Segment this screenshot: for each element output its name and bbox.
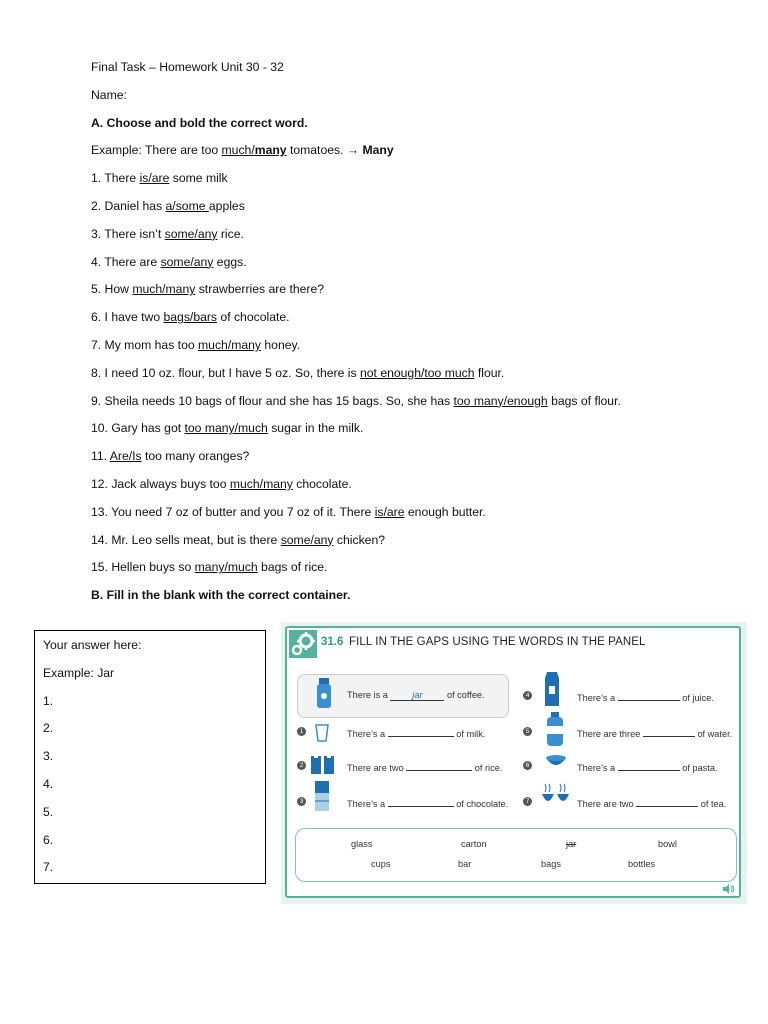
exercise-item: There’s a of juice. <box>577 690 714 703</box>
answer-choice[interactable]: much/many <box>198 337 262 352</box>
question-item: 7. My mom has too much/many honey. <box>91 337 301 352</box>
coffee-jar-icon <box>317 678 331 708</box>
item-number: 3 <box>297 797 306 806</box>
answer-line[interactable]: 4. <box>43 776 54 791</box>
chocolate-bar-icon <box>315 781 329 811</box>
question-item: 8. I need 10 oz. flour, but I have 5 oz. So, there is not enough/too much flour. <box>91 365 505 380</box>
answer-line[interactable]: 5. <box>43 804 54 819</box>
exercise-item: There are two of rice. <box>347 760 502 773</box>
question-item: 11. Are/Is too many oranges? <box>91 449 250 464</box>
question-item: 1. There is/are some milk <box>91 171 228 186</box>
panel-word: bags <box>541 859 561 869</box>
answer-choice[interactable]: much/many <box>132 282 196 297</box>
exercise-item: There are two of tea. <box>577 796 726 809</box>
name-label: Name: <box>91 87 127 102</box>
gap-blank[interactable] <box>643 726 695 737</box>
juice-carton-icon <box>545 672 559 706</box>
document-title: Final Task – Homework Unit 30 - 32 <box>91 60 284 74</box>
item-number: 4 <box>523 691 532 700</box>
arrow-icon: → <box>346 143 360 158</box>
answer-choice[interactable]: much/many <box>229 476 293 491</box>
gap-blank[interactable] <box>388 796 454 807</box>
speaker-icon <box>723 884 735 894</box>
exercise-item: There’s a of milk. <box>347 726 485 739</box>
gear-icon <box>289 630 317 658</box>
answer-choice[interactable]: too many/much <box>184 421 268 436</box>
answer-choice[interactable]: some/any <box>160 254 214 269</box>
question-item: 12. Jack always buys too much/many chocolate. <box>91 476 352 491</box>
section-a-heading: A. Choose and bold the correct word. <box>91 115 308 130</box>
answer-choice[interactable]: is/are <box>139 171 170 186</box>
answer-choice[interactable]: bags/bars <box>163 310 218 325</box>
answer-box-title: Your answer here: <box>43 638 142 652</box>
answer-choice[interactable]: too many/enough <box>453 393 548 408</box>
question-item: 5. How much/many strawberries are there? <box>91 282 325 297</box>
pasta-bowl-icon <box>545 754 567 770</box>
question-item: 2. Daniel has a/some apples <box>91 198 245 213</box>
exercise-item: There’s a of pasta. <box>577 760 717 773</box>
answer-choice[interactable]: not enough/too much <box>359 365 475 380</box>
answer-line[interactable]: 6. <box>43 832 54 847</box>
exercise-header <box>287 628 739 658</box>
question-item: 3. There isn’t some/any rice. <box>91 226 244 241</box>
panel-word: jar <box>566 839 577 849</box>
milk-glass-icon <box>315 724 329 742</box>
exercise-item: There is a jar of coffee. <box>347 690 485 700</box>
panel-word: bar <box>458 859 472 869</box>
exercise-image <box>281 622 747 904</box>
question-item: 4. There are some/any eggs. <box>91 254 247 269</box>
panel-word: carton <box>461 839 487 849</box>
answer-line[interactable]: 7. <box>43 860 54 875</box>
gap-blank[interactable] <box>618 760 680 771</box>
item-number: 7 <box>523 797 532 806</box>
question-item: 13. You need 7 oz of butter and you 7 oz of it. There is/are enough butter. <box>91 504 486 519</box>
exercise-title: FILL IN THE GAPS USING THE WORDS IN THE PANEL <box>349 636 646 648</box>
question-item: 6. I have two bags/bars of chocolate. <box>91 310 290 325</box>
panel-word: glass <box>351 839 373 849</box>
word-panel <box>295 828 737 882</box>
exercise-number: 31.6 <box>321 636 344 648</box>
answer-line[interactable]: 2. <box>43 721 54 736</box>
gap-blank[interactable] <box>406 760 472 771</box>
item-number: 2 <box>297 761 306 770</box>
answer-lines <box>43 693 265 888</box>
answer-box-example: Example: Jar <box>43 665 115 680</box>
gap-blank[interactable] <box>636 796 698 807</box>
answer-choice[interactable]: some/any <box>164 226 218 241</box>
gap-blank[interactable] <box>388 726 454 737</box>
question-item: 10. Gary has got too many/much sugar in the milk. <box>91 421 364 436</box>
answer-choice[interactable]: a/some <box>165 198 209 213</box>
document-body <box>91 58 751 614</box>
gap-blank[interactable]: jar <box>390 690 444 701</box>
panel-word: bottles <box>628 859 656 869</box>
section-b-heading: B. Fill in the blank with the correct container. <box>91 588 351 603</box>
example-line: Example: There are too much/many tomatoes. → Many <box>91 143 394 158</box>
answer-box[interactable] <box>34 630 266 884</box>
panel-word: cups <box>371 859 391 869</box>
example-answer: Many <box>362 143 394 158</box>
exercise-item: There’s a of chocolate. <box>347 796 508 809</box>
answer-choice[interactable]: Are/Is <box>109 449 142 464</box>
question-item: 14. Mr. Leo sells meat, but is there some/any chicken? <box>91 532 386 547</box>
answer-choice[interactable]: is/are <box>374 504 405 519</box>
item-number: 1 <box>297 727 306 736</box>
rice-bags-icon <box>311 754 335 774</box>
answer-choice[interactable]: many/much <box>194 560 258 575</box>
question-item: 15. Hellen buys so many/much bags of rice. <box>91 560 328 575</box>
item-number: 6 <box>523 761 532 770</box>
water-bottles-icon <box>545 712 565 746</box>
answer-line[interactable]: 1. <box>43 693 54 708</box>
gap-blank[interactable] <box>618 690 680 701</box>
exercise-item: There are three of water. <box>577 726 732 739</box>
panel-word: bowl <box>658 839 677 849</box>
exercise-frame <box>285 626 741 898</box>
answer-choice[interactable]: some/any <box>280 532 334 547</box>
tea-cups-icon <box>541 782 571 808</box>
item-number: 5 <box>523 727 532 736</box>
answer-line[interactable]: 3. <box>43 749 54 764</box>
question-item: 9. Sheila needs 10 bags of flour and she has 15 bags. So, she has too many/enough bags of flour. <box>91 393 621 408</box>
question-list <box>91 169 751 586</box>
